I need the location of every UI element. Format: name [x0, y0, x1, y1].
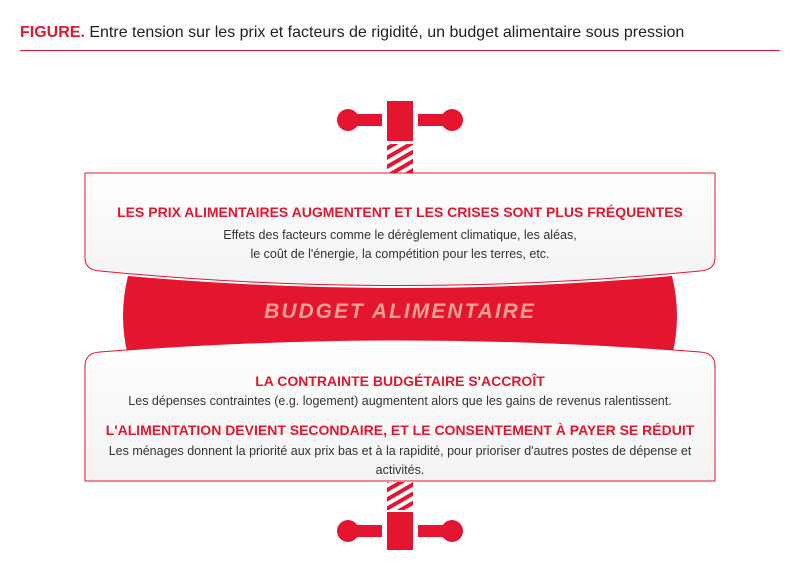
bottom-screw-icon	[337, 482, 463, 550]
bottom-text-2: Les ménages donnent la priorité aux prix bas et à la rapidité, pour prioriser d'autres postes de dépense et activités.	[108, 444, 692, 477]
top-panel-line1: Effets des facteurs comme le dérèglement climatique, les aléas,	[223, 228, 577, 242]
bottom-text-1: Les dépenses contraintes (e.g. logement) augmentent alors que les gains de revenus ralentissent.	[128, 394, 672, 408]
bottom-heading-1: LA CONTRAINTE BUDGÉTAIRE S'ACCROÎT	[255, 373, 545, 389]
figure-title-text: Entre tension sur les prix et facteurs de rigidité, un budget alimentaire sous pression	[89, 24, 685, 41]
bottom-heading-2: L'ALIMENTATION DEVIENT SECONDAIRE, ET LE CONSENTEMENT À PAYER SE RÉDUIT	[105, 422, 695, 438]
figure-label: FIGURE.	[20, 24, 85, 41]
top-panel-heading: LES PRIX ALIMENTAIRES AUGMENTENT ET LES CRISES SONT PLUS FRÉQUENTES	[117, 204, 683, 220]
top-screw-icon	[337, 101, 463, 174]
band-label: BUDGET ALIMENTAIRE	[264, 300, 536, 323]
top-panel-line2: le coût de l'énergie, la compétition pour les terres, etc.	[250, 247, 550, 261]
